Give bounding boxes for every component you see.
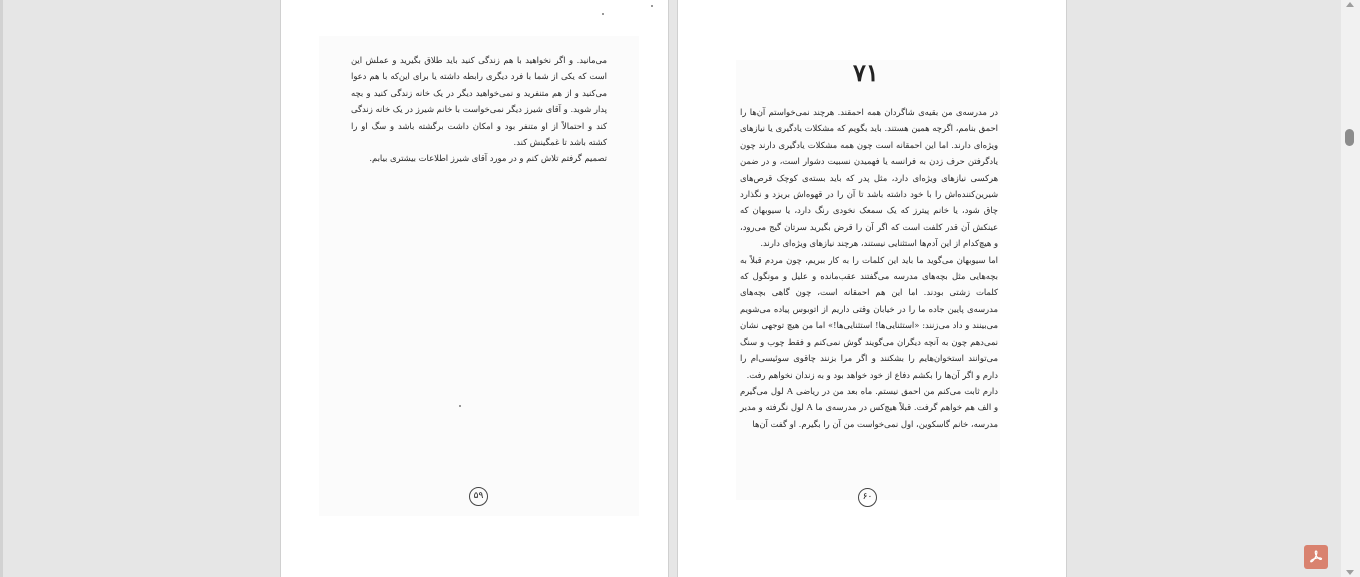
scroll-up-arrow-icon[interactable] [1346, 2, 1354, 7]
page-text [351, 52, 607, 167]
pdf-page-left [280, 0, 669, 577]
viewer-edge [0, 0, 3, 577]
paragraph: در مدرسه‌ی من بقیه‌ی شاگردان همه احمقند. هرچند نمی‌خواستم آن‌ها را احمق بنامم، اگرچه همین هستند. باید بگویم که مشکلات یادگیری یا نیازهای ویژه‌ای دارند. اما این احمقانه است چون همه مشکلات یادگیری دارند چون یادگرفتن حرف زدن به فرانسه یا فهمیدن نسبیت دشوار است، و در ضمن هرکسی نیازهای ویژه‌ای دارد، مثل پدر که باید بسته‌ی کوچک قرص‌های شیرین‌کننده‌اش را با خود داشته باشد تا آن را در قهوه‌اش بریزد و نگذارد چاق شود، یا خانم پیترز که یک سمعک نخودی رنگ دارد، یا سیوبهان که عینکش آن قدر کلفت است که اگر آن را قرض بگیرید سرتان گیج می‌رود، و هیچ‌کدام از این آدم‌ها استثنایی نیستند، هرچند نیازهای ویژه‌ای دارند. [740, 107, 998, 249]
paragraph: دارم ثابت می‌کنم من احمق نیستم. ماه بعد من در ریاضی A لول می‌گیرم و الف هم خواهم گرفت. قبلاً هیچ‌کس در مدرسه‌ی ما A لول نگرفته و مدیر مدرسه، خانم گاسکوین، اول نمی‌خواست من آن را بگیرم. او گفت آن‌ها [740, 385, 998, 429]
vertical-scrollbar[interactable] [1341, 0, 1360, 577]
pdf-page-right [677, 0, 1067, 577]
paragraph: تصمیم گرفتم تلاش کنم و در مورد آقای شیرز اطلاعات بیشتری بیابم. [369, 153, 607, 164]
chapter-number: ۷۱ [853, 58, 879, 87]
scan-speck [459, 405, 461, 407]
page-text [740, 104, 998, 432]
paragraph: می‌مانید. و اگر نخواهید با هم زندگی کنید باید طلاق بگیرید و عملش این است که یکی از شما با فرد دیگری رابطه داشته یا برای این‌که با هم دعوا می‌کنید و از هم متنفرید و نمی‌خواهید دیگر در یک خانه زندگی کنید و بچه پدار شوید. و آقای شیرز دیگر نمی‌خواست با خانم شیرز در یک خانه زندگی کند و احتمالاً از او متنفر بود و امکان داشت برگشته باشد و سگ او را کشته باشد تا غمگینش کند. [351, 55, 607, 148]
paragraph: اما سیوبهان می‌گوید ما باید این کلمات را به کار ببریم، چون مردم قبلاً به بچه‌هایی مثل بچه‌های مدرسه می‌گفتند عقب‌مانده و علیل و مونگول که کلمات زشتی بودند. اما این هم احمقانه است، چون گاهی بچه‌های مدرسه‌ی پایین جاده ما را در خیابان وقتی داریم از اتوبوس پیاده می‌شویم می‌بینند و داد می‌زنند: «استثنایی‌ها! استثنایی‌ها!» اما من هیچ توجهی نشان نمی‌دهم چون به آنچه دیگران می‌گویند گوش نمی‌کنم و فقط چوب و سنگ می‌توانند استخوان‌هایم را بشکنند و اگر مرا بزنند چاقوی سوئیسی‌ام را دارم و اگر آن‌ها را بکشم دفاع از خود خواهد بود و به زندان نخواهم رفت. [740, 254, 998, 380]
scroll-thumb[interactable] [1345, 129, 1354, 146]
acrobat-logo-icon [1308, 549, 1324, 565]
page-number: ۵۹ [469, 487, 488, 506]
page-number: ۶۰ [858, 488, 877, 507]
scroll-down-arrow-icon[interactable] [1346, 570, 1354, 575]
pdf-icon[interactable] [1304, 545, 1328, 569]
scan-speck [651, 5, 653, 7]
scan-speck [602, 13, 604, 15]
